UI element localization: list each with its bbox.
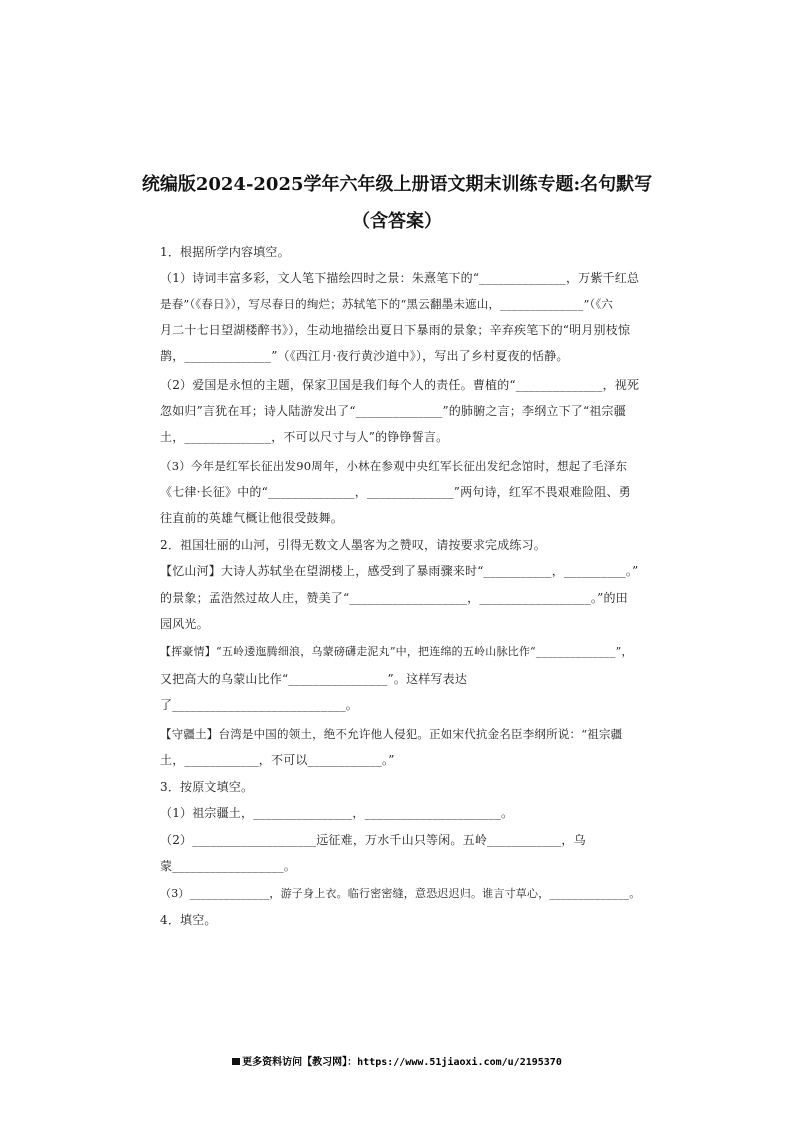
text-line: （1）祖宗疆土，________________，______________________。 xyxy=(160,806,514,820)
text-line: 了____________________________。 xyxy=(160,698,359,712)
question-2-heading: 2．祖国壮丽的山河，引得无数文人墨客为之赞叹，请按要求完成练习。 xyxy=(160,538,547,552)
text-line: （2）爱国是永恒的主题，保家卫国是我们每个人的责任。曹植的“______________，视死 xyxy=(160,378,640,392)
text-line: （1）诗词丰富多彩，文人笔下描绘四时之景：朱熹笔下的“______________，万紫千红总 xyxy=(160,271,640,285)
text-line: 忽如归”言犹在耳；诗人陆游发出了“______________”的肺腑之言；李纲立下了“祖宗疆 xyxy=(160,404,626,418)
text-line: 【守疆土】台湾是中国的领土，绝不允许他人侵犯。正如宋代抗金名臣李纲所说：“祖宗疆 xyxy=(160,727,623,741)
text-line: 鹊，______________”（《西江月·夜行黄沙道中》），写出了乡村夏夜的恬静。 xyxy=(160,349,569,363)
document-subtitle: （含答案） xyxy=(352,211,442,232)
footer-link[interactable] xyxy=(0,1053,794,1068)
question-1-heading: 1．根据所学内容填空。 xyxy=(160,245,290,259)
question-3-heading: 3．按原文填空。 xyxy=(160,780,254,794)
text-line: 土，____________，不可以____________。” xyxy=(160,753,395,767)
question-4-heading: 4．填空。 xyxy=(160,913,217,927)
text-line: （3）______________，游子身上衣。临行密密缝，意恐迟迟归。谁言寸草心，______________。 xyxy=(160,887,641,900)
text-line: （2）____________________远征难，万水千山只等闲。五岭____________，乌 xyxy=(160,833,586,847)
text-line: 月二十七日望湖楼醉书》），生动地描绘出夏日下暴雨的景象；辛弃疾笔下的“明月别枝惊 xyxy=(160,323,631,337)
document-title: 统编版2024-2025学年六年级上册语文期末训练专题:名句默写 xyxy=(141,174,653,195)
text-line: 又把高大的乌蒙山比作“________________”。这样写表达 xyxy=(160,672,468,686)
flag-icon xyxy=(232,1058,240,1065)
text-line: 的景象；孟浩然过故人庄，赞美了“___________________，__________________。”的田 xyxy=(160,591,628,605)
text-line: 往直前的英雄气概让他很受鼓舞。 xyxy=(160,511,344,525)
text-line: 【忆山河】大诗人苏轼坐在望湖楼上，感受到了暴雨骤来时“___________，__________。” xyxy=(160,564,639,578)
footer-text: 更多资料访问【教习网】：https://www.51jiaoxi.com/u/2195370 xyxy=(242,1057,562,1068)
text-line: 《七律·长征》中的“______________，______________”两句诗，红军不畏艰难险阻、勇 xyxy=(160,485,631,499)
text-line: 是春”（《春日》），写尽春日的绚烂；苏轼笔下的“黑云翻墨未遮山，______________”（《六 xyxy=(160,297,614,311)
text-line: 蒙__________________。 xyxy=(160,859,297,873)
text-line: 土，______________，不可以尺寸与人”的铮铮誓言。 xyxy=(160,430,449,444)
text-line: （3）今年是红军长征出发90周年，小林在参观中央红军长征出发纪念馆时，想起了毛泽东 xyxy=(160,459,628,473)
text-line: 园风光。 xyxy=(160,617,209,631)
text-line: 【挥豪情】“五岭逶迤腾细浪，乌蒙磅礴走泥丸”中，把连绵的五岭山脉比作“______________”， xyxy=(160,645,633,658)
